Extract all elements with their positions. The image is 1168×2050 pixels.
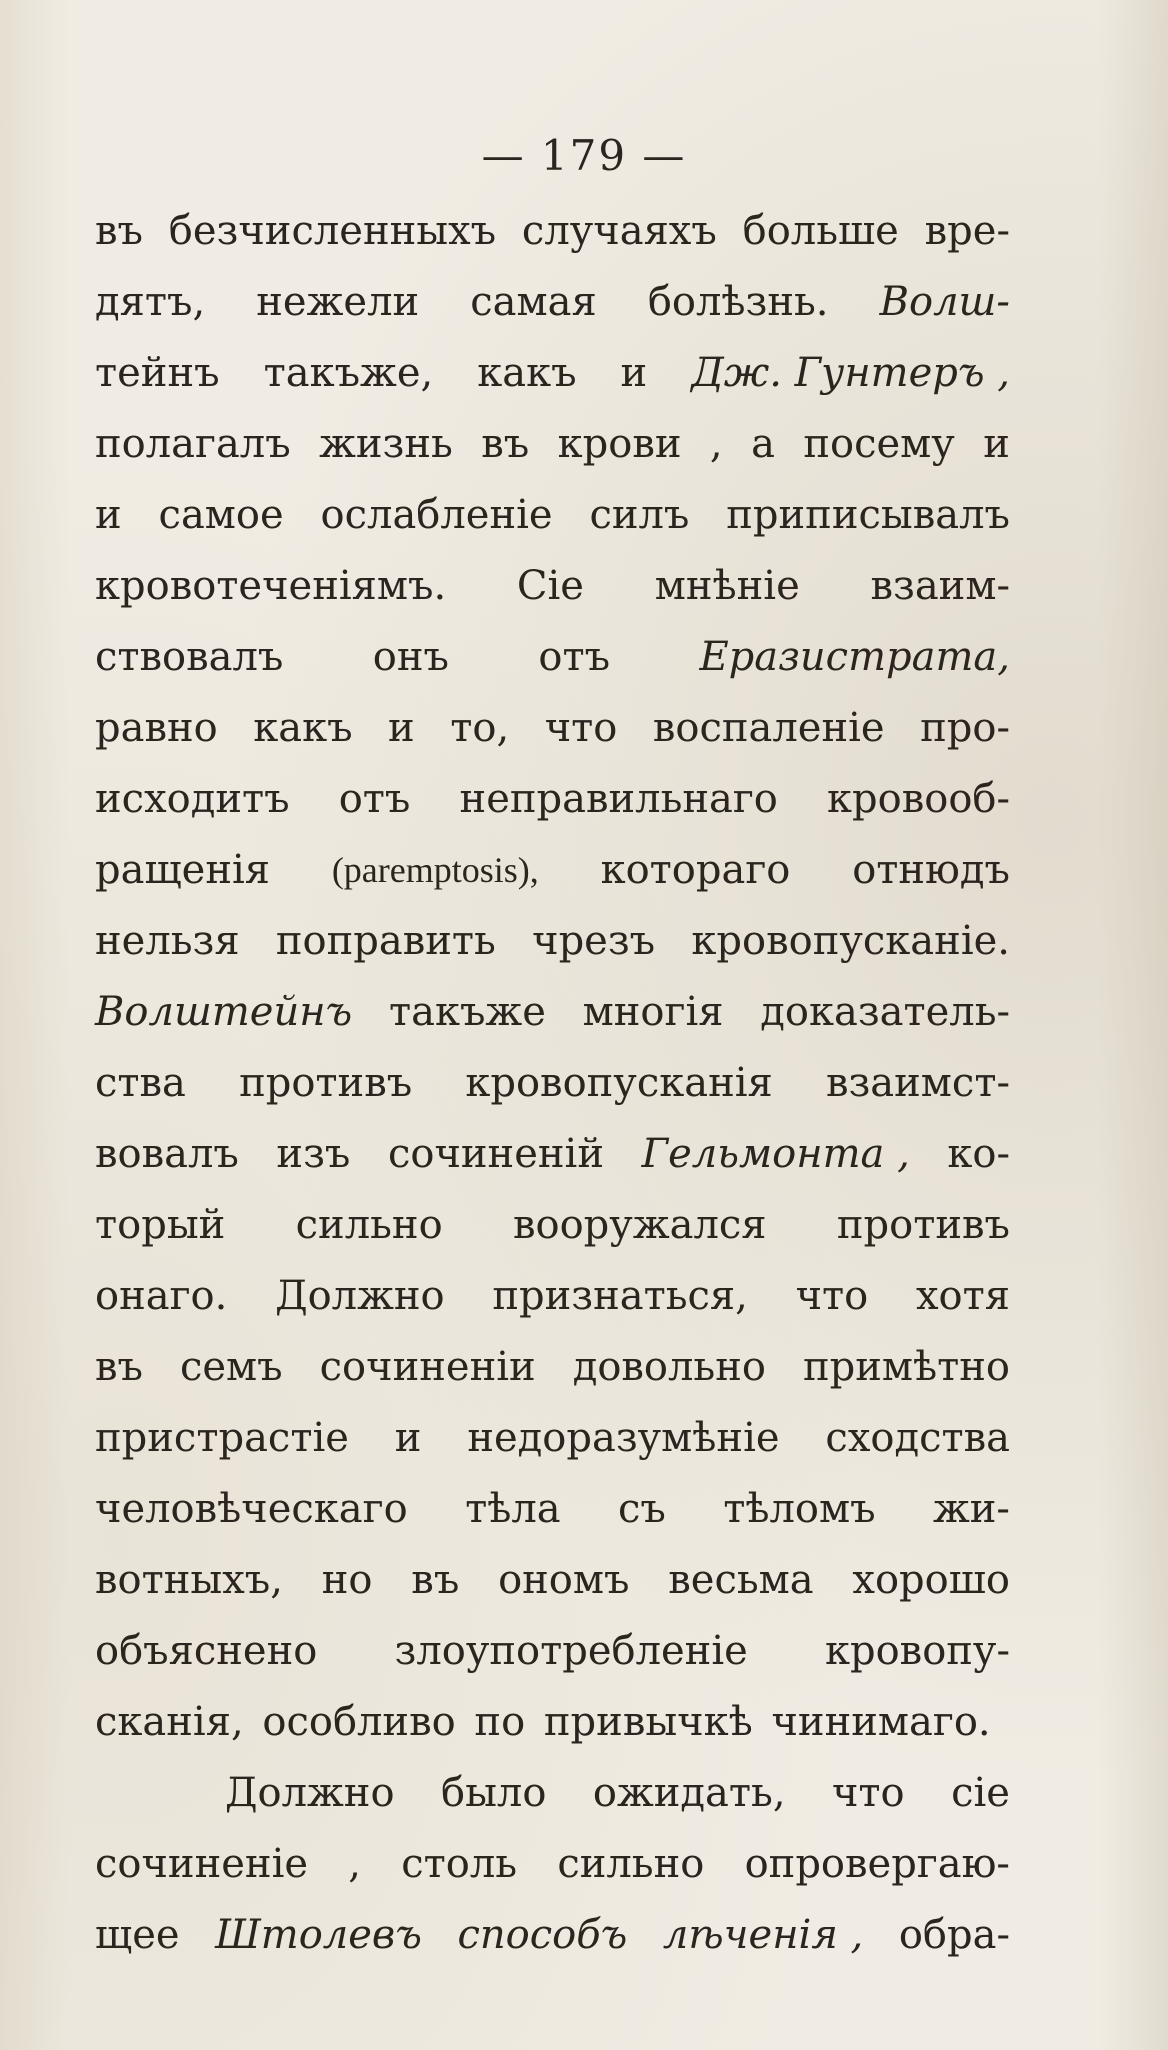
- word: пристрастіе: [95, 1415, 349, 1461]
- italic-name-erasistrat: Еразистрата,: [699, 634, 1010, 680]
- text-line-16: [95, 1261, 1010, 1332]
- word: приписывалъ: [726, 492, 1010, 538]
- word: чрезъ: [532, 918, 656, 964]
- word: ращенія: [95, 847, 270, 893]
- word: довольно: [572, 1344, 766, 1390]
- word: мнѣніе: [654, 563, 800, 609]
- word: кровооб-: [827, 776, 1010, 822]
- word: посему: [803, 421, 955, 467]
- word: сходства: [825, 1415, 1010, 1461]
- word: воспаленіе: [652, 705, 885, 751]
- word: многія: [582, 989, 724, 1035]
- word: сочиненіи: [319, 1344, 536, 1390]
- word: отъ: [538, 634, 611, 680]
- word: столь: [401, 1841, 518, 1887]
- word: жи-: [932, 1486, 1010, 1532]
- word: болѣзнь.: [647, 279, 829, 325]
- word: сочиненій: [387, 1131, 604, 1177]
- word: ослабленіе: [320, 492, 553, 538]
- text-line-12: [95, 977, 1010, 1048]
- word: и: [394, 1415, 422, 1461]
- word: кровопусканіе.: [691, 918, 1010, 964]
- word: и: [983, 421, 1010, 467]
- word: кровотеченіямъ.: [95, 563, 447, 609]
- word: Сіе: [516, 563, 584, 609]
- italic-name-wolstein: Волш-: [879, 279, 1010, 325]
- word: щее: [95, 1912, 180, 1958]
- word: въ: [481, 421, 530, 467]
- word: какъ: [477, 350, 577, 396]
- text-line-15: [95, 1190, 1010, 1261]
- word: взаим-: [870, 563, 1010, 609]
- word: сильно: [295, 1202, 443, 1248]
- word: весьма: [668, 1557, 814, 1603]
- word: и: [620, 350, 648, 396]
- word: ожидать,: [592, 1770, 786, 1816]
- text-line-2: [95, 267, 1010, 338]
- word: ,: [348, 1841, 362, 1887]
- text-line-24: [95, 1829, 1010, 1900]
- italic-word-sposob: способъ: [457, 1912, 628, 1958]
- word: торый: [95, 1202, 226, 1248]
- word: тѣла: [465, 1486, 561, 1532]
- text-line-4: [95, 409, 1010, 480]
- word: вовалъ: [95, 1131, 239, 1177]
- word: злоупотребленіе: [394, 1628, 748, 1674]
- text-line-25: [95, 1900, 1010, 1971]
- word: сканія,: [95, 1699, 244, 1745]
- text-line-17: [95, 1332, 1010, 1403]
- text-line-23: [95, 1758, 1010, 1829]
- text-line-6: [95, 551, 1010, 622]
- text-line-5: [95, 480, 1010, 551]
- italic-word-lechenia: лѣченія ,: [662, 1912, 864, 1958]
- word: особливо: [262, 1699, 456, 1745]
- word: онъ: [372, 634, 449, 680]
- word: самое: [158, 492, 284, 538]
- word: что: [831, 1770, 905, 1816]
- word: какъ: [253, 705, 353, 751]
- word: объяснено: [95, 1628, 318, 1674]
- word: которaго: [600, 847, 791, 893]
- word: ко-: [947, 1131, 1010, 1177]
- text-line-20: [95, 1545, 1010, 1616]
- text-line-21: [95, 1616, 1010, 1687]
- word: Должно: [275, 1273, 445, 1319]
- word: неправильнаго: [459, 776, 778, 822]
- word: поправить: [275, 918, 496, 964]
- word: и: [95, 492, 122, 538]
- word: недоразумѣніе: [467, 1415, 780, 1461]
- word: силъ: [589, 492, 690, 538]
- word: тейнъ: [95, 350, 220, 396]
- word: чинимаго.: [771, 1699, 991, 1745]
- word: и: [388, 705, 415, 751]
- word: семъ: [179, 1344, 283, 1390]
- word: крови: [557, 421, 682, 467]
- italic-name-hunter: Дж. Гунтеръ ,: [691, 350, 1010, 396]
- text-line-9: [95, 764, 1010, 835]
- page-number: — 179 —: [481, 131, 687, 180]
- text-line-14: [95, 1119, 1010, 1190]
- word: вооружался: [513, 1202, 767, 1248]
- word: такъже,: [263, 350, 434, 396]
- word: тѣломъ: [723, 1486, 876, 1532]
- word: по: [474, 1699, 526, 1745]
- word: хотя: [915, 1273, 1010, 1319]
- italic-name-stolev: Штолевъ: [215, 1912, 422, 1958]
- word: опровергаю-: [744, 1841, 1010, 1887]
- word: въ: [95, 208, 143, 254]
- word: ,: [709, 421, 723, 467]
- word: сіе: [951, 1770, 1010, 1816]
- word: примѣтно: [802, 1344, 1010, 1390]
- text-line-7: [95, 622, 1010, 693]
- text-line-18: [95, 1403, 1010, 1474]
- word: взаимст-: [825, 1060, 1010, 1106]
- word: въ: [95, 1344, 143, 1390]
- word: жизнь: [319, 421, 453, 467]
- word: исходитъ: [95, 776, 290, 822]
- word: въ: [411, 1557, 460, 1603]
- word: человѣческаго: [95, 1486, 408, 1532]
- word: ствовалъ: [95, 634, 284, 680]
- word: безчисленныхъ: [168, 208, 497, 254]
- word: вре-: [924, 208, 1010, 254]
- word: дятъ,: [95, 279, 206, 325]
- word: нельзя: [95, 918, 240, 964]
- word: такъже: [388, 989, 546, 1035]
- text-line-13: [95, 1048, 1010, 1119]
- text-line-10: [95, 835, 1010, 906]
- word: равно: [95, 705, 218, 751]
- word: съ: [617, 1486, 666, 1532]
- word: ства: [95, 1060, 186, 1106]
- text-line-1: [95, 196, 1010, 267]
- word: что: [795, 1273, 869, 1319]
- text-line-11: [95, 906, 1010, 977]
- word: сочиненіе: [95, 1841, 309, 1887]
- word: изъ: [276, 1131, 351, 1177]
- text-line-8: [95, 693, 1010, 764]
- word: онаго.: [95, 1273, 228, 1319]
- word: хорошо: [852, 1557, 1010, 1603]
- text-line-19: [95, 1474, 1010, 1545]
- word: случаяхъ: [521, 208, 717, 254]
- word: кровопу-: [824, 1628, 1010, 1674]
- word: что: [544, 705, 618, 751]
- word: больше: [742, 208, 899, 254]
- latin-term-paremptosis: (paremptosis),: [331, 850, 539, 890]
- word: а: [751, 421, 775, 467]
- body-text: [95, 196, 1010, 1971]
- word: противъ: [239, 1060, 413, 1106]
- word: нежели: [256, 279, 420, 325]
- text-line-3: [95, 338, 1010, 409]
- word: ономъ: [498, 1557, 630, 1603]
- word: было: [441, 1770, 547, 1816]
- word: самая: [470, 279, 597, 325]
- word: привычкѣ: [543, 1699, 753, 1745]
- word: обра-: [898, 1912, 1010, 1958]
- word: противъ: [836, 1202, 1010, 1248]
- word: отнюдъ: [852, 847, 1010, 893]
- word: кровопусканія: [465, 1060, 773, 1106]
- word: вотныхъ,: [95, 1557, 283, 1603]
- word: сильно: [557, 1841, 705, 1887]
- word: отъ: [338, 776, 411, 822]
- italic-name-helmont: Гельмонта ,: [641, 1131, 910, 1177]
- text-line-22: [95, 1687, 1010, 1758]
- word: полагалъ: [95, 421, 291, 467]
- word: но: [321, 1557, 373, 1603]
- word: про-: [920, 705, 1010, 751]
- word: признаться,: [492, 1273, 748, 1319]
- italic-name-wolstein: Волштейнъ: [95, 989, 353, 1035]
- word: то,: [450, 705, 510, 751]
- word: Должно: [225, 1770, 395, 1816]
- word: доказатель-: [760, 989, 1010, 1035]
